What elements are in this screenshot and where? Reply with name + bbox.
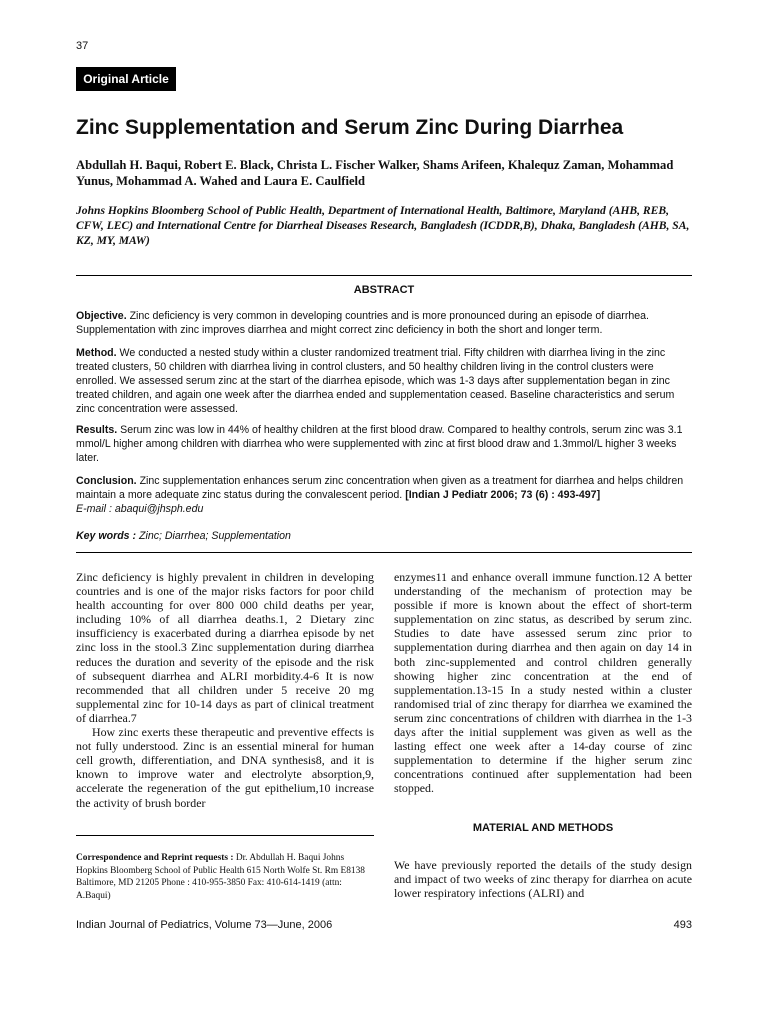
objective-label: Objective. bbox=[76, 310, 127, 322]
body-column-left bbox=[76, 570, 374, 810]
conclusion-text: Zinc supplementation enhances serum zinc concentration when given as a treatment for diarrhea and helps children maintain a more adequate zinc status during the convalescent period. bbox=[76, 475, 684, 501]
body-paragraph: How zinc exerts these therapeutic and preventive effects is not fully understood. Zinc is an essential mineral for human cell growth, differentiation, and DNA synthesis8, and it is known to improve water and electrolyte absorption,9, accelerate the regeneration of the gut epithelium,10 increase the activity of brush border bbox=[76, 725, 374, 810]
results-label: Results. bbox=[76, 424, 118, 436]
body-paragraph: enzymes11 and enhance overall immune function.12 A better understanding of the mechanism of protection may be possible if more is known about the effect of short-term supplementation on zinc status, as described by serum zinc. Studies to date have assessed serum zinc prior to supplementation during diarrhea and then again on day 14 in both zinc-supplemented and control children generally showing higher zinc concentration at the end of supplementation.13-15 In a study nested within a cluster randomised trial of zinc therapy for diarrhea we examined the serum zinc concentrations of children with diarrhea in the 1-3 days after the initial supplement was given as well as the lasting effect one week after a 14-day course of zinc supplementation to determine if the higher serum zinc concentrations continued after supplementation had been stopped. bbox=[394, 570, 692, 796]
correspondence-text: Dr. Abdullah H. Baqui Johns Hopkins Bloomberg School of Public Health 615 North Wolfe St. Rm E8138 Baltimore, MD 21205 Phone : 410-955-3850 Fax: 410-614-1419 (attn: A.Baqui) bbox=[76, 853, 365, 901]
abstract-objective bbox=[76, 309, 692, 337]
keywords bbox=[76, 530, 692, 542]
citation: [Indian J Pediatr 2006; 73 (6) : 493-497] bbox=[405, 489, 601, 501]
objective-text: Zinc deficiency is very common in developing countries and is more pronounced during an episode of diarrhea. Supplementation with zinc improves diarrhea and might correct zinc deficiency in both the short and longer term. bbox=[76, 310, 649, 336]
results-text: Serum zinc was low in 44% of healthy children at the first blood draw. Compared to healthy controls, serum zinc was 3.1 mmol/L higher among children with diarrhea who were supplemented with zinc at first blood draw and 1.3mmol/L higher 3 weeks later. bbox=[76, 424, 683, 464]
divider-bottom bbox=[76, 552, 692, 553]
correspondence-note bbox=[76, 852, 374, 902]
article-type-badge: Original Article bbox=[76, 67, 176, 91]
abstract-conclusion bbox=[76, 474, 692, 516]
footnote-divider bbox=[76, 835, 374, 836]
correspondence-label: Correspondence and Reprint requests : bbox=[76, 853, 236, 863]
keywords-text: Zinc; Diarrhea; Supplementation bbox=[136, 530, 291, 542]
email-link[interactable]: E-mail : abaqui@jhsph.edu bbox=[76, 503, 204, 515]
section-heading-methods: MATERIAL AND METHODS bbox=[472, 822, 614, 834]
page-number-bottom: 493 bbox=[673, 919, 692, 931]
method-text: We conducted a nested study within a cluster randomized treatment trial. Fifty children with diarrhea living in the zinc treated clusters, 50 children with diarrhea living in control clusters, and 50 healthy children living in the control clusters were enrolled. We assessed serum zinc at the start of the diarrhea episode, which was 1-3 days after supplementation began in zinc treated children, and again one week after the diarrhea ended and supplementation ceased. Baseline characteristics and serum zinc concentration were assessed. bbox=[76, 347, 675, 415]
abstract-heading: ABSTRACT bbox=[353, 284, 415, 296]
divider-top bbox=[76, 275, 692, 276]
affiliation: Johns Hopkins Bloomberg School of Public Health, Department of International Health, Baltimore, Maryland (AHB, REB, CFW, LEC) and International Centre for Diarrheal Diseases Research, Bangladesh (ICDDR,B), Dhaka, Bangladesh (AHB, SA, KZ, MY, MAW) bbox=[76, 204, 690, 247]
conclusion-label: Conclusion. bbox=[76, 475, 137, 487]
article-title: Zinc Supplementation and Serum Zinc During Diarrhea bbox=[76, 116, 624, 139]
abstract-results bbox=[76, 423, 692, 465]
journal-footer: Indian Journal of Pediatrics, Volume 73—June, 2006 bbox=[76, 919, 333, 931]
method-label: Method. bbox=[76, 347, 117, 359]
keywords-label: Key words : bbox=[76, 530, 137, 542]
body-paragraph: Zinc deficiency is highly prevalent in children in developing countries and is one of the major risks factors for poor child health accounting for over 800 000 child deaths per year, including 10% of all diarrhea deaths.1, 2 Dietary zinc insufficiency is exacerbated during a diarrhea episode by net zinc loss in the stool.3 Zinc supplementation during diarrhea reduces the duration and severity of the episode and the risk of subsequent diarrhea and ALRI morbidity.4-6 It is now recommended that all children under 5 receive 20 mg supplemental zinc for 10-14 days as part of clinical treatment of diarrhea.7 bbox=[76, 570, 374, 725]
page-number-top: 37 bbox=[76, 40, 89, 52]
abstract-method bbox=[76, 346, 692, 416]
body-column-right bbox=[394, 570, 692, 796]
methods-paragraph: We have previously reported the details of the study design and impact of two weeks of zinc therapy for diarrhea on acute lower respiratory infections (ALRI) and bbox=[394, 858, 692, 901]
author-list: Abdullah H. Baqui, Robert E. Black, Christa L. Fischer Walker, Shams Arifeen, Khalequz Zaman, Mohammad Yunus, Mohammad A. Wahed and Laura E. Caulfield bbox=[76, 158, 674, 188]
